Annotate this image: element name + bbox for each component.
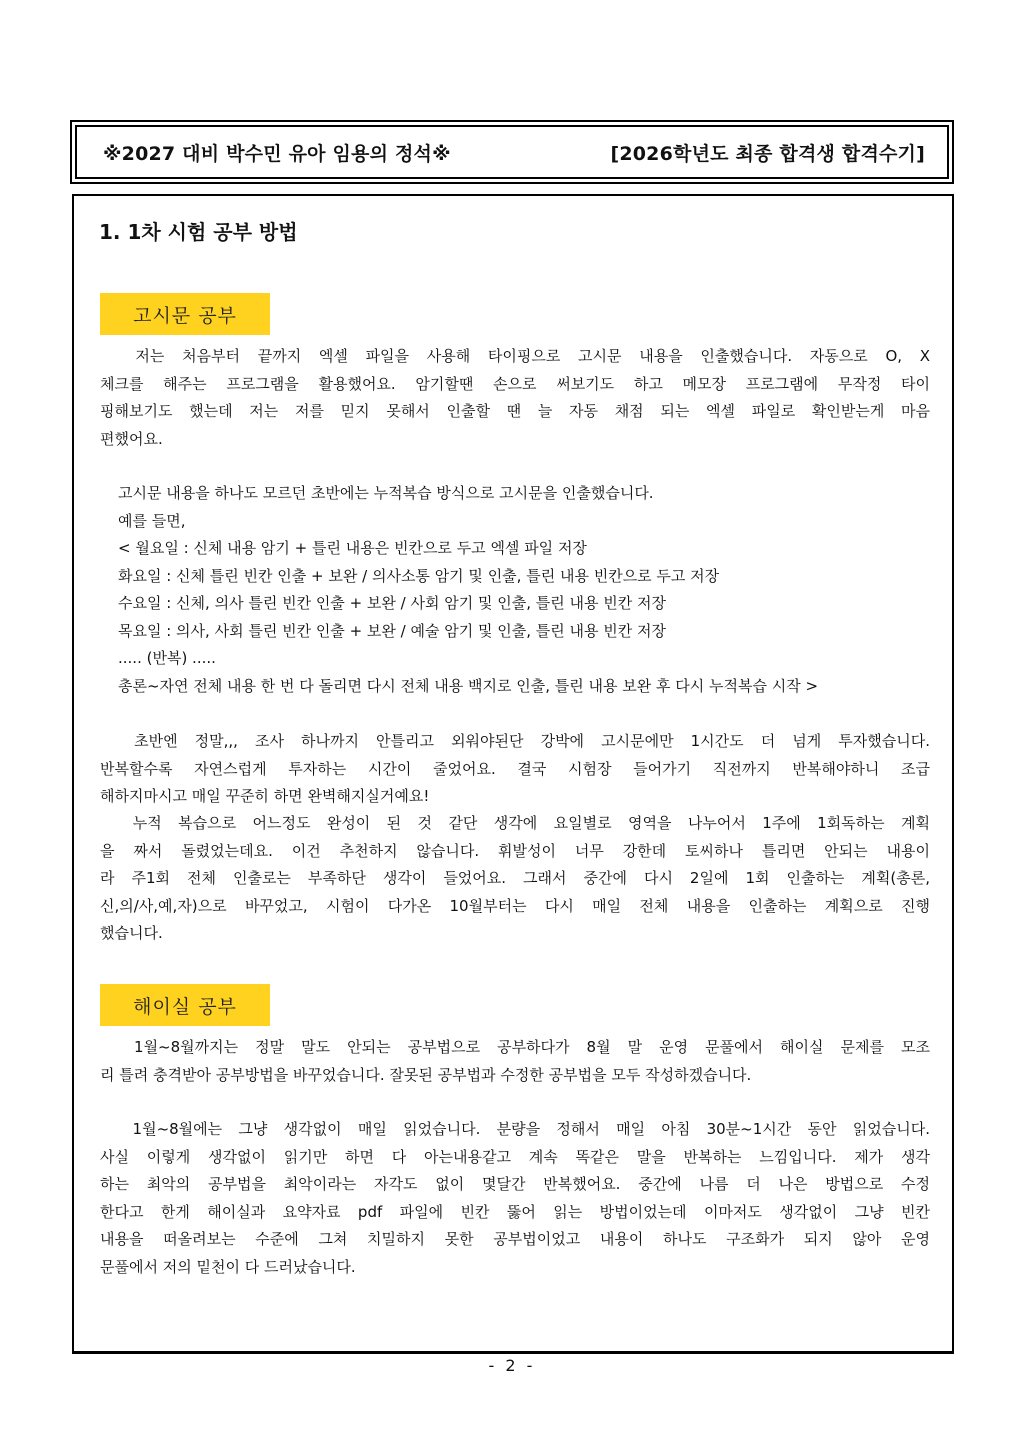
text-line: 신,의/사,예,자)으로 바꾸었고, 시험이 다가온 10월부터는 다시 매일 전체 내용을 인출하는 계획으로 진행 bbox=[100, 896, 930, 915]
gosimun-paragraph-2 bbox=[100, 728, 930, 811]
text-line: 초반엔 정말,,, 조사 하나까지 안틀리고 외워야된단 강박에 고시문에만 1시간도 더 넘게 투자했습니다. bbox=[100, 732, 930, 750]
gosimun-label: 고시문 공부 bbox=[100, 293, 270, 335]
gosimun-paragraph-3 bbox=[100, 810, 930, 948]
header-subtitle: [2026학년도 최종 합격생 합격수기] bbox=[610, 142, 925, 165]
text-line: 편했어요. bbox=[100, 429, 163, 448]
text-line: 한다고 한게 해이실과 요약자료 pdf 파일에 빈칸 뚫어 읽는 방법이었는데 이마저도 생각없이 그냥 빈칸 bbox=[100, 1202, 930, 1221]
list-item: < 월요일 : 신체 내용 암기 + 틀린 내용은 빈칸으로 두고 엑셀 파일 저장 bbox=[118, 539, 587, 557]
text-line: 체크를 해주는 프로그램을 활용했어요. 암기할땐 손으로 써보기도 하고 메모장 프로그램에 무작정 타이 bbox=[100, 374, 930, 393]
gosimun-schedule-list bbox=[118, 480, 938, 700]
text-line: 1월~8월까지는 정말 말도 안되는 공부법으로 공부하다가 8월 말 운영 문풀에서 해이실 문제를 모조 bbox=[100, 1038, 930, 1056]
page-number: - 2 - bbox=[488, 1356, 536, 1375]
document-header bbox=[70, 120, 954, 184]
section-title: 1. 1차 시험 공부 방법 bbox=[99, 220, 298, 244]
list-item: 총론~자연 전체 내용 한 번 다 돌리면 다시 전체 내용 백지로 인출, 틀린 내용 보완 후 다시 누적복습 시작 > bbox=[118, 676, 819, 695]
list-item: 고시문 내용을 하나도 모르던 초반에는 누적복습 방식으로 고시문을 인출했습니다. bbox=[118, 484, 654, 502]
text-line: 1월~8월에는 그냥 생각없이 매일 읽었습니다. 분량을 정해서 매일 아침 30분~1시간 동안 읽었습니다. bbox=[100, 1120, 930, 1138]
text-line: 라 주1회 전체 인출로는 부족하단 생각이 들었어요. 그래서 중간에 다시 2일에 1회 인출하는 계획(총론, bbox=[100, 869, 930, 887]
list-item: 목요일 : 의사, 사회 틀린 빈칸 인출 + 보완 / 예술 암기 및 인출, 틀린 내용 빈칸 저장 bbox=[118, 621, 666, 640]
text-line: 을 짜서 돌렸었는데요. 이건 추천하지 않습니다. 휘발성이 너무 강한데 토씨하나 틀리면 안되는 내용이 bbox=[100, 841, 930, 860]
gosimun-paragraph-1 bbox=[100, 343, 930, 453]
text-line: 하는 최악의 공부법을 최악이라는 자각도 없이 몇달간 반복했어요. 중간에 나름 더 나은 방법으로 수정 bbox=[100, 1175, 930, 1193]
text-line: 했습니다. bbox=[100, 924, 163, 942]
text-line: 저는 처음부터 끝까지 엑셀 파일을 사용해 타이핑으로 고시문 내용을 인출했습니다. 자동으로 O, X bbox=[100, 347, 930, 365]
haeisil-label: 해이실 공부 bbox=[100, 984, 270, 1026]
text-line: 핑해보기도 했는데 저는 저를 믿지 못해서 인출할 땐 늘 자동 채점 되는 엑셀 파일로 확인받는게 마음 bbox=[100, 402, 930, 420]
haeisil-paragraph-1 bbox=[100, 1034, 930, 1089]
list-item: 수요일 : 신체, 의사 틀린 빈칸 인출 + 보완 / 사회 암기 및 인출, 틀린 내용 빈칸 저장 bbox=[118, 594, 666, 612]
text-line: 문풀에서 저의 밑천이 다 드러났습니다. bbox=[100, 1257, 356, 1276]
list-item: ..... (반복) ..... bbox=[118, 649, 216, 667]
list-item: 예를 들면, bbox=[118, 511, 186, 530]
list-item: 화요일 : 신체 틀린 빈칸 인출 + 보완 / 의사소통 암기 및 인출, 틀린 내용 빈칸으로 두고 저장 bbox=[118, 566, 720, 585]
content-frame bbox=[72, 194, 954, 1354]
text-line: 사실 이렇게 생각없이 읽기만 하면 다 아는내용같고 계속 똑같은 말을 반복하는 느낌입니다. 제가 생각 bbox=[100, 1147, 930, 1166]
text-line: 누적 복습으로 어느정도 완성이 된 것 같단 생각에 요일별로 영역을 나누어서 1주에 1회독하는 계획 bbox=[100, 814, 930, 832]
text-line: 내용을 떠올려보는 수준에 그쳐 치밀하지 못한 공부법이었고 내용이 하나도 구조화가 되지 않아 운영 bbox=[100, 1230, 930, 1248]
header-title: ※2027 대비 박수민 유아 임용의 정석※ bbox=[103, 142, 451, 165]
text-line: 해하지마시고 매일 꾸준히 하면 완벽해지실거예요! bbox=[100, 787, 430, 805]
haeisil-paragraph-2 bbox=[100, 1116, 930, 1281]
document-header-inner bbox=[75, 125, 949, 179]
text-line: 리 틀려 충격받아 공부방법을 바꾸었습니다. 잘못된 공부법과 수정한 공부법을 모두 작성하겠습니다. bbox=[100, 1065, 752, 1084]
text-line: 반복할수록 자연스럽게 투자하는 시간이 줄었어요. 결국 시험장 들어가기 직전까지 반복해야하니 조급 bbox=[100, 759, 930, 778]
